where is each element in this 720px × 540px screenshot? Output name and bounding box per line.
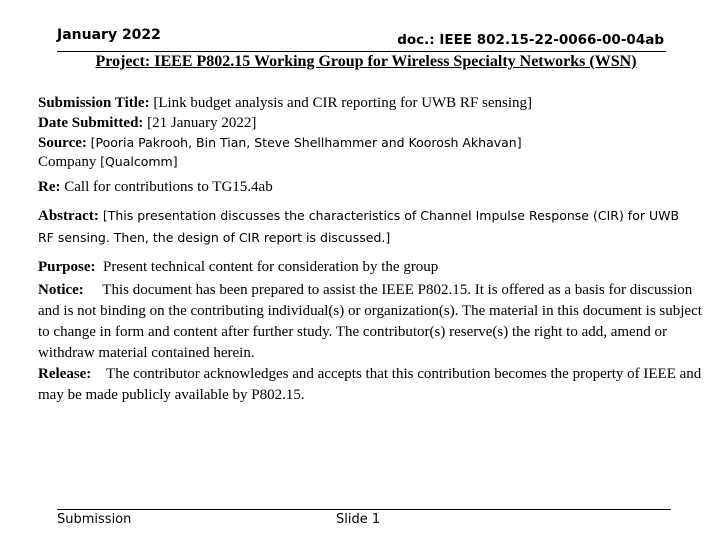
notice-paragraph [38,280,708,364]
submission-title-value: [Link budget analysis and CIR reporting for UWB RF sensing] [153,95,533,111]
company-label: Company [38,154,97,170]
date-submitted-value: [21 January 2022] [147,115,257,131]
notice-label: Notice: [38,282,84,298]
source-value: [Pooria Pakrooh, Bin Tian, Steve Shellhammer and Koorosh Akhavan] [90,135,522,150]
abstract-block [38,205,688,248]
header-date: January 2022 [57,27,161,43]
release-value: The contributor acknowledges and accepts that this contribution becomes the property of IEEE and may be made publicly available by P802.15. [38,366,702,403]
notice-release-block [38,280,708,406]
source-label: Source: [38,135,87,151]
project-title: Project: IEEE P802.15 Working Group for Wireless Specialty Networks (WSN) [95,53,637,70]
date-submitted-row [38,113,256,133]
submission-title-label: Submission Title: [38,95,150,111]
abstract-value: [This presentation discusses the characteristics of Channel Impulse Response (CIR) for UWB RF sensing. Then, the design of CIR report is discussed.] [38,208,680,245]
re-value: Call for contributions to TG15.4ab [64,179,273,195]
company-value: [Qualcomm] [100,154,178,169]
footer-submission: Submission [57,512,132,527]
footer-slide-number: Slide 1 [336,512,381,527]
purpose-row [38,257,438,277]
header-divider [57,51,666,52]
abstract-label: Abstract: [38,208,99,224]
re-row [38,177,273,197]
notice-value: This document has been prepared to assist the IEEE P802.15. It is offered as a basis for discussion and is not binding on the contributing individual(s) or organization(s). The material in this document is subject to change in form and content after further study. The contributor(s) reserve(s) the right to add, amend or withdraw material contained herein. [38,282,702,361]
submission-title-row [38,93,532,113]
source-row [38,133,522,153]
release-paragraph [38,364,708,406]
company-row [38,152,178,172]
header-doc-id: doc.: IEEE 802.15-22-0066-00-04ab [397,32,664,48]
re-label: Re: [38,179,61,195]
footer-divider [57,509,671,510]
date-submitted-label: Date Submitted: [38,115,144,131]
purpose-value: Present technical content for consideration by the group [103,259,439,275]
purpose-label: Purpose: [38,259,96,275]
release-label: Release: [38,366,92,382]
